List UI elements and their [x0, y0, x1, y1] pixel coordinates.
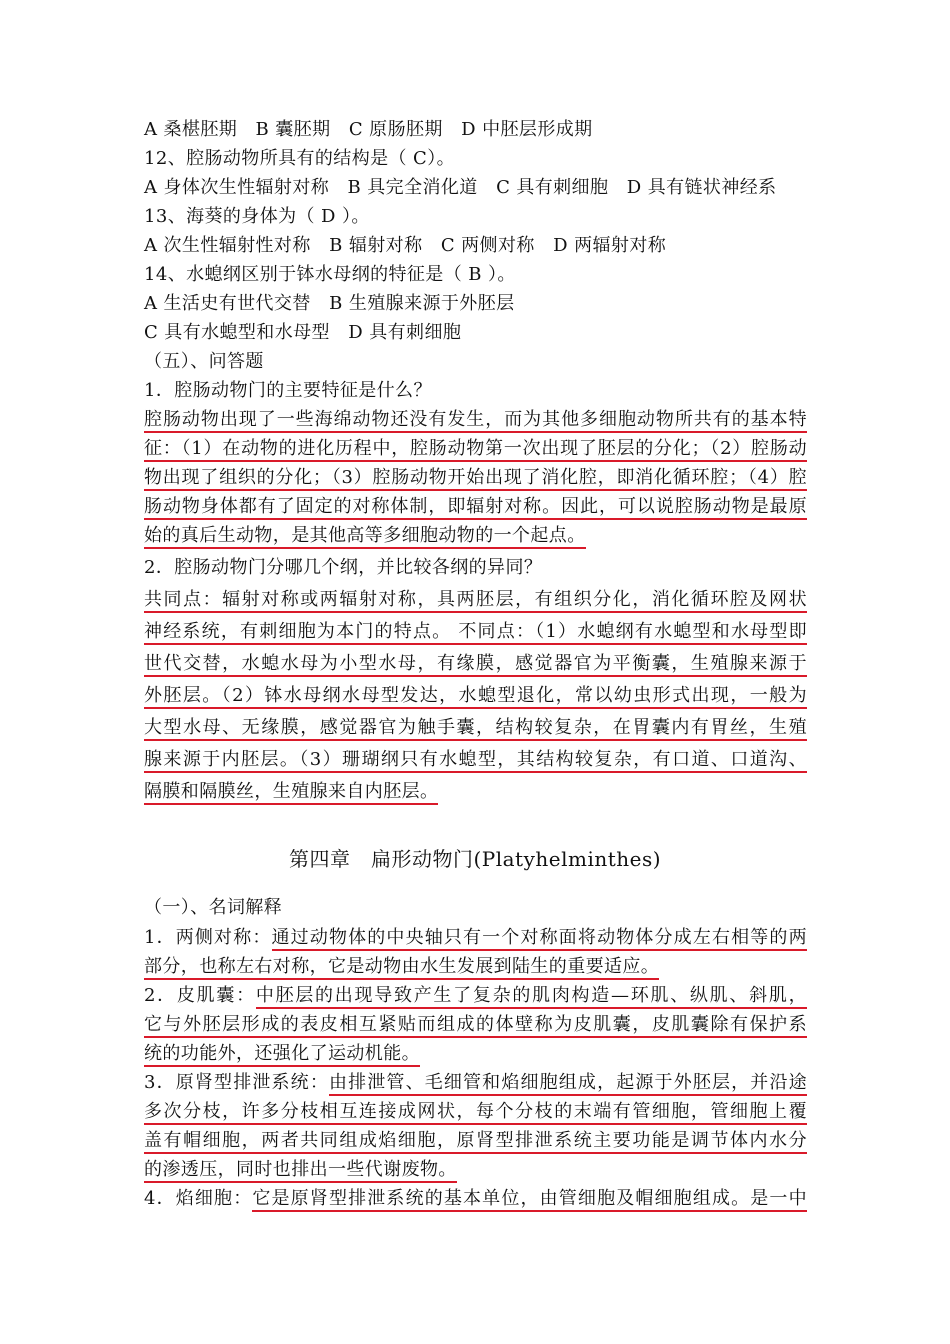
term-2-cont	[144, 1013, 807, 1037]
term-label: 1．两侧对称：	[144, 927, 272, 948]
qa1-answer-line	[144, 437, 807, 461]
term-3-cont	[144, 1100, 807, 1124]
qa1-answer-line	[144, 466, 807, 490]
term-2-cont	[144, 1042, 420, 1066]
underlined-answer: 神经系统，有刺细胞为本门的特点。 不同点：（1）水螅纲有水螅型和水母型即	[144, 621, 807, 645]
term-3-cont	[144, 1158, 457, 1182]
term-4	[144, 1187, 807, 1211]
q12-options: A 身体次生性辐射对称 B 具完全消化道 C 具有刺细胞 D 具有链状神经系	[144, 177, 777, 198]
qa2-answer-line	[144, 652, 807, 676]
term-label: 4．焰细胞：	[144, 1188, 253, 1209]
term-label: 2．皮肌囊：	[144, 985, 256, 1006]
qa2-answer-line	[144, 780, 438, 804]
underlined-answer: 隔膜和隔膜丝，生殖腺来自内胚层。	[144, 781, 438, 805]
section-heading-terms: （一）、名词解释	[144, 897, 283, 918]
underlined-answer: 征：（1）在动物的进化历程中，腔肠动物第一次出现了胚层的分化；（2）腔肠动	[144, 438, 807, 462]
qa1-answer-line	[144, 408, 807, 432]
underlined-answer: 腺来源于内胚层。（3）珊瑚纲只有水螅型，其结构较复杂，有口道、口道沟、	[144, 749, 807, 773]
section-heading-qa: （五）、问答题	[144, 351, 264, 372]
underlined-definition: 多次分枝，许多分枝相互连接成网状，每个分枝的末端有管细胞，管细胞上覆	[144, 1101, 807, 1125]
qa1-answer-line	[144, 495, 807, 519]
q14-options-line2: C 具有水螅型和水母型 D 具有刺细胞	[144, 322, 462, 343]
q14-question: 14、水螅纲区别于钵水母纲的特征是（ B ）。	[144, 264, 516, 285]
term-1	[144, 926, 807, 950]
underlined-answer: 始的真后生动物，是其他高等多细胞动物的一个起点。	[144, 525, 586, 549]
chapter-title: 第四章 扁形动物门(Platyhelminthes)	[288, 847, 662, 871]
term-3-cont	[144, 1129, 807, 1153]
term-3	[144, 1071, 807, 1095]
qa1-answer-line	[144, 524, 586, 548]
qa2-answer-line	[144, 748, 807, 772]
underlined-answer: 共同点：辐射对称或两辐射对称，具两胚层，有组织分化，消化循环腔及网状	[144, 589, 807, 613]
qa2-answer-line	[144, 684, 807, 708]
q11-options: A 桑椹胚期 B 囊胚期 C 原肠胚期 D 中胚层形成期	[144, 119, 593, 140]
underlined-definition: 它与外胚层形成的表皮相互紧贴而组成的体壁称为皮肌囊，皮肌囊除有保护系	[144, 1014, 807, 1038]
underlined-definition: 的渗透压，同时也排出一些代谢废物。	[144, 1159, 457, 1183]
underlined-definition: 它是原肾型排泄系统的基本单位，由管细胞及帽细胞组成。是一中	[252, 1188, 807, 1212]
underlined-answer: 物出现了组织的分化；（3）腔肠动物开始出现了消化腔，即消化循环腔；（4）腔	[144, 467, 807, 491]
q13-question: 13、海葵的身体为（ D ）。	[144, 206, 370, 227]
term-2	[144, 984, 807, 1008]
q14-options-line1: A 生活史有世代交替 B 生殖腺来源于外胚层	[144, 293, 515, 314]
underlined-answer: 外胚层。（2）钵水母纲水母型发达，水螅型退化，常以幼虫形式出现，一般为	[144, 685, 807, 709]
q12-question: 12、腔肠动物所具有的结构是（ C）。	[144, 148, 455, 169]
qa2-answer-line	[144, 620, 807, 644]
underlined-definition: 中胚层的出现导致产生了复杂的肌肉构造—环肌、纵肌、斜肌，	[256, 985, 807, 1009]
underlined-answer: 世代交替，水螅水母为小型水母，有缘膜，感觉器官为平衡囊，生殖腺来源于	[144, 653, 807, 677]
underlined-definition: 由排泄管、毛细管和焰细胞组成，起源于外胚层，并沿途	[329, 1072, 807, 1096]
underlined-definition: 统的功能外，还强化了运动机能。	[144, 1043, 420, 1067]
q13-options: A 次生性辐射性对称 B 辐射对称 C 两侧对称 D 两辐射对称	[144, 235, 667, 256]
underlined-answer: 大型水母、无缘膜，感觉器官为触手囊，结构较复杂，在胃囊内有胃丝，生殖	[144, 717, 807, 741]
term-label: 3．原肾型排泄系统：	[144, 1072, 329, 1093]
underlined-answer: 腔肠动物出现了一些海绵动物还没有发生，而为其他多细胞动物所共有的基本特	[144, 409, 807, 433]
term-1-cont	[144, 955, 659, 979]
underlined-definition: 盖有帽细胞，两者共同组成焰细胞，原肾型排泄系统主要功能是调节体内水分	[144, 1130, 807, 1154]
underlined-definition: 通过动物体的中央轴只有一个对称面将动物体分成左右相等的两	[272, 927, 807, 951]
underlined-answer: 肠动物身体都有了固定的对称体制，即辐射对称。因此，可以说腔肠动物是最原	[144, 496, 807, 520]
qa2-question: 2．腔肠动物门分哪几个纲，并比较各纲的异同？	[144, 557, 543, 578]
underlined-definition: 部分，也称左右对称，它是动物由水生发展到陆生的重要适应。	[144, 956, 659, 980]
qa2-answer-line	[144, 716, 807, 740]
qa2-answer-line	[144, 588, 807, 612]
qa1-question: 1．腔肠动物门的主要特征是什么？	[144, 380, 432, 401]
